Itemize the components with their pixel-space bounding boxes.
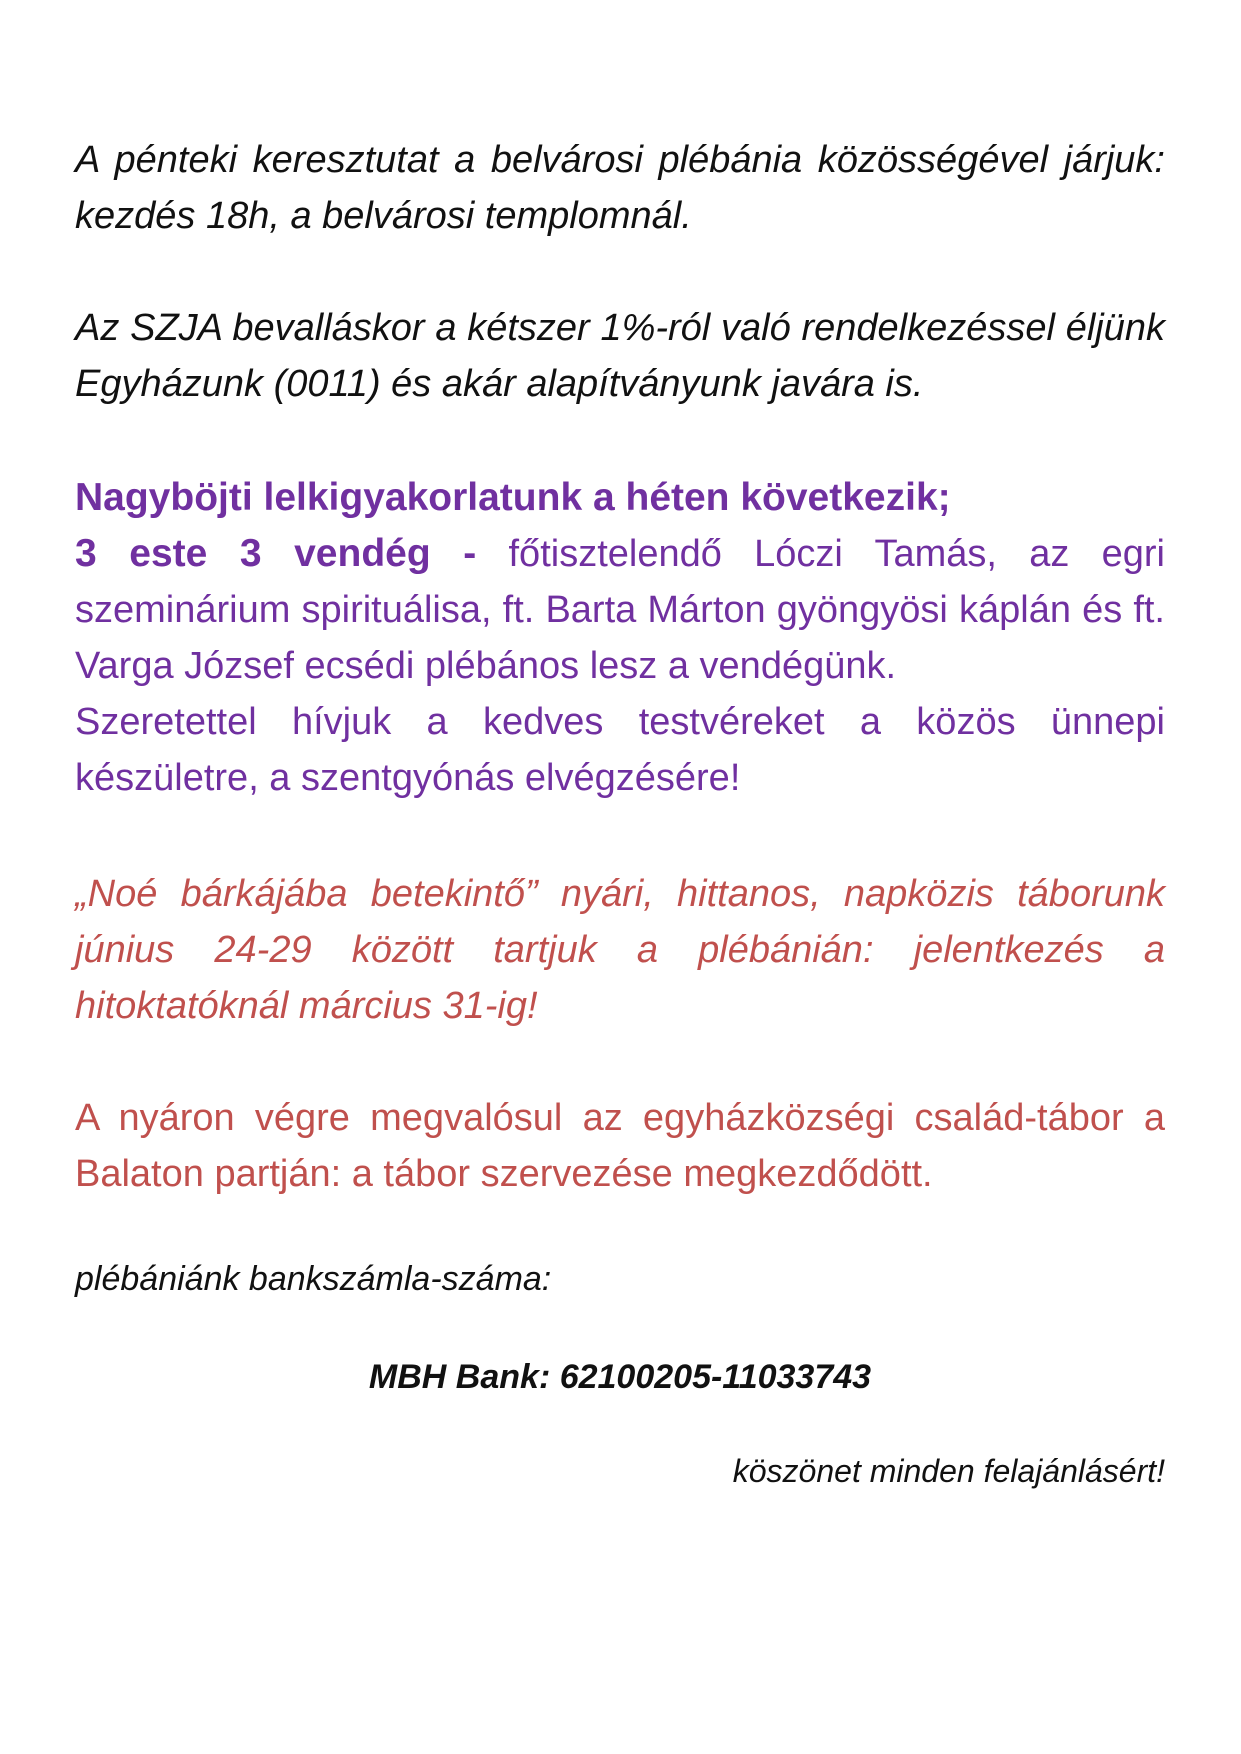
tax-donation-notice: Az SZJA bevalláskor a kétszer 1%-ról való rendelkezéssel éljünk Egyházunk (0011) és akár alapítványunk javára is. (75, 307, 1165, 405)
lent-retreat-lead: 3 este 3 vendég - (75, 532, 477, 575)
thanks-note: köszönet minden felajánlásért! (732, 1453, 1165, 1489)
bank-account-label: plébániánk bankszámla-száma: (75, 1260, 552, 1298)
lent-retreat-heading: Nagyböjti lelkigyakorlatunk a héten következik; (75, 476, 951, 519)
family-camp-notice: A nyáron végre megvalósul az egyházközségi család-tábor a Balaton partján: a tábor szervezése megkezdődött. (75, 1097, 1165, 1195)
lent-retreat-invitation: Szeretettel hívjuk a kedves testvéreket a közös ünnepi készületre, a szentgyónás elvégzésére! (75, 701, 1165, 799)
summer-camp-notice: „Noé bárkájába betekintő” nyári, hittanos, napközis táborunk június 24-29 között tartjuk a plébánián: jelentkezés a hitoktatóknál március 31-ig! (75, 873, 1165, 1027)
lent-retreat-guests: főtisztelendő Lóczi Tamás, az egri szeminárium spirituálisa, ft. Barta Márton gyöngyösi káplán és ft. Varga József ecsédi plébános lesz a vendégünk. (75, 533, 1165, 687)
way-of-the-cross-notice: A pénteki keresztutat a belvárosi plébánia közösségével járjuk: kezdés 18h, a belvárosi templomnál. (75, 139, 1165, 237)
bank-account-number: MBH Bank: 62100205-11033743 (368, 1358, 872, 1396)
lent-retreat-details (75, 526, 1165, 694)
lent-retreat-section (75, 470, 1165, 806)
